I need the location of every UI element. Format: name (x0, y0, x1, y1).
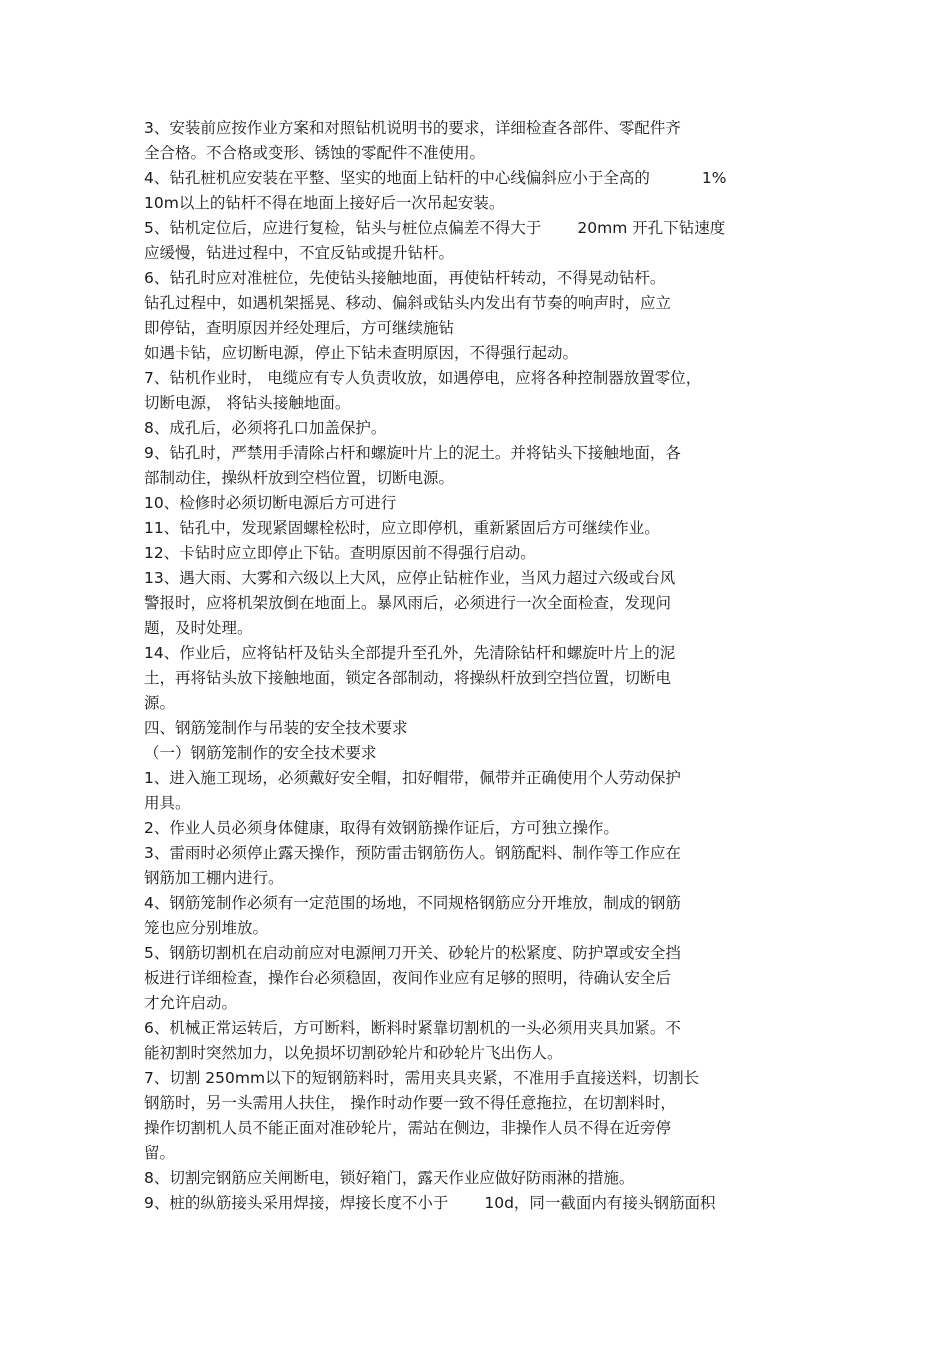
text-line: 部制动住，操纵杆放到空档位置，切断电源。 (144, 469, 455, 487)
text-line: 8、成孔后，必须将孔口加盖保护。 (144, 419, 387, 437)
text-line: 14、作业后，应将钻杆及钻头全部提升至孔外，先清除钻杆和螺旋叶片上的泥 (144, 644, 676, 662)
text-line: 源。 (144, 694, 176, 712)
text-line: 7、切割 250mm以下的短钢筋料时，需用夹具夹紧，不准用手直接送料，切割长 (144, 1069, 700, 1087)
text-line: 10、检修时必须切断电源后方可进行 (144, 494, 397, 512)
text-line (144, 216, 844, 241)
text-segment: 5、钻机定位后，应进行复检，钻头与桩位点偏差不得大于 (144, 219, 542, 237)
text-line: 13、遇大雨、大雾和六级以上大风，应停止钻桩作业，当风力超过六级或台风 (144, 569, 676, 587)
text-line: 用具。 (144, 794, 191, 812)
subsection-heading: （一）钢筋笼制作的安全技术要求 (144, 744, 377, 762)
text-line: 6、机械正常运转后，方可断料，断料时紧靠切割机的一头必须用夹具加紧。不 (144, 1019, 681, 1037)
text-line: 11、钻孔中，发现紧固螺栓松时，应立即停机，重新紧固后方可继续作业。 (144, 519, 660, 537)
text-line: 钢筋加工棚内进行。 (144, 869, 284, 887)
text-line: 笼也应分别堆放。 (144, 919, 269, 937)
text-line: 才允许启动。 (144, 994, 238, 1012)
text-line: 钻孔过程中，如遇机架摇晃、移动、偏斜或钻头内发出有节奏的响声时，应立 (144, 294, 672, 312)
text-segment: 10d，同一截面内有接头钢筋面积 (484, 1194, 716, 1212)
text-line: 钢筋时，另一头需用人扶住， 操作时动作要一致不得任意拖拉，在切割料时， (144, 1094, 676, 1112)
text-segment: 20mm 开孔下钻速度 (577, 219, 726, 237)
text-line: 4、钢筋笼制作必须有一定范围的场地，不同规格钢筋应分开堆放，制成的钢筋 (144, 894, 681, 912)
text-line: 10m以上的钻杆不得在地面上接好后一次吊起安装。 (144, 194, 505, 212)
text-line: 土，再将钻头放下接触地面，锁定各部制动，将操纵杆放到空挡位置，切断电 (144, 669, 672, 687)
text-segment: 9、桩的纵筋接头采用焊接，焊接长度不小于 (144, 1194, 449, 1212)
text-segment: 1% (701, 169, 727, 187)
text-line (144, 166, 844, 191)
text-line: 3、安装前应按作业方案和对照钻机说明书的要求，详细检查各部件、零配件齐 (144, 119, 681, 137)
text-line: 能初割时突然加力，以免损坏切割砂轮片和砂轮片飞出伤人。 (144, 1044, 563, 1062)
text-line: 即停钻，查明原因并经处理后，方可继续施钻 (144, 319, 455, 337)
text-line: 7、钻机作业时， 电缆应有专人负责收放，如遇停电，应将各种控制器放置零位， (144, 369, 702, 387)
text-line: 题，及时处理。 (144, 619, 253, 637)
text-line: 全合格。不合格或变形、锈蚀的零配件不准使用。 (144, 144, 486, 162)
text-line: 2、作业人员必须身体健康，取得有效钢筋操作证后，方可独立操作。 (144, 819, 619, 837)
section-heading: 四、钢筋笼制作与吊装的安全技术要求 (144, 719, 408, 737)
text-line: 如遇卡钻，应切断电源，停止下钻未查明原因，不得强行起动。 (144, 344, 579, 362)
text-line: 6、钻孔时应对准桩位，先使钻头接触地面，再使钻杆转动，不得晃动钻杆。 (144, 269, 666, 287)
text-segment: 4、钻孔桩机应安装在平整、坚实的地面上钻杆的中心线偏斜应小于全高的 (144, 169, 650, 187)
document-body (144, 116, 844, 1216)
text-line: 8、切割完钢筋应关闸断电，锁好箱门，露天作业应做好防雨淋的措施。 (144, 1169, 635, 1187)
text-line (144, 1191, 844, 1216)
text-line: 切断电源， 将钻头接触地面。 (144, 394, 351, 412)
text-line: 板进行详细检查，操作台必须稳固，夜间作业应有足够的照明，待确认安全后 (144, 969, 672, 987)
text-line: 3、雷雨时必须停止露天操作，预防雷击钢筋伤人。钢筋配料、制作等工作应在 (144, 844, 681, 862)
text-line: 留。 (144, 1144, 176, 1162)
text-line: 5、钢筋切割机在启动前应对电源闸刀开关、砂轮片的松紧度、防护罩或安全挡 (144, 944, 681, 962)
text-line: 应缓慢，钻进过程中，不宜反钻或提升钻杆。 (144, 244, 455, 262)
text-line: 警报时，应将机架放倒在地面上。暴风雨后，必须进行一次全面检查，发现问 (144, 594, 672, 612)
text-line: 1、进入施工现场，必须戴好安全帽，扣好帽带，佩带并正确使用个人劳动保护 (144, 769, 681, 787)
text-line: 操作切割机人员不能正面对准砂轮片，需站在侧边，非操作人员不得在近旁停 (144, 1119, 672, 1137)
text-line: 12、卡钻时应立即停止下钻。查明原因前不得强行启动。 (144, 544, 536, 562)
text-line: 9、钻孔时，严禁用手清除占杆和螺旋叶片上的泥土。并将钻头下接触地面，各 (144, 444, 681, 462)
